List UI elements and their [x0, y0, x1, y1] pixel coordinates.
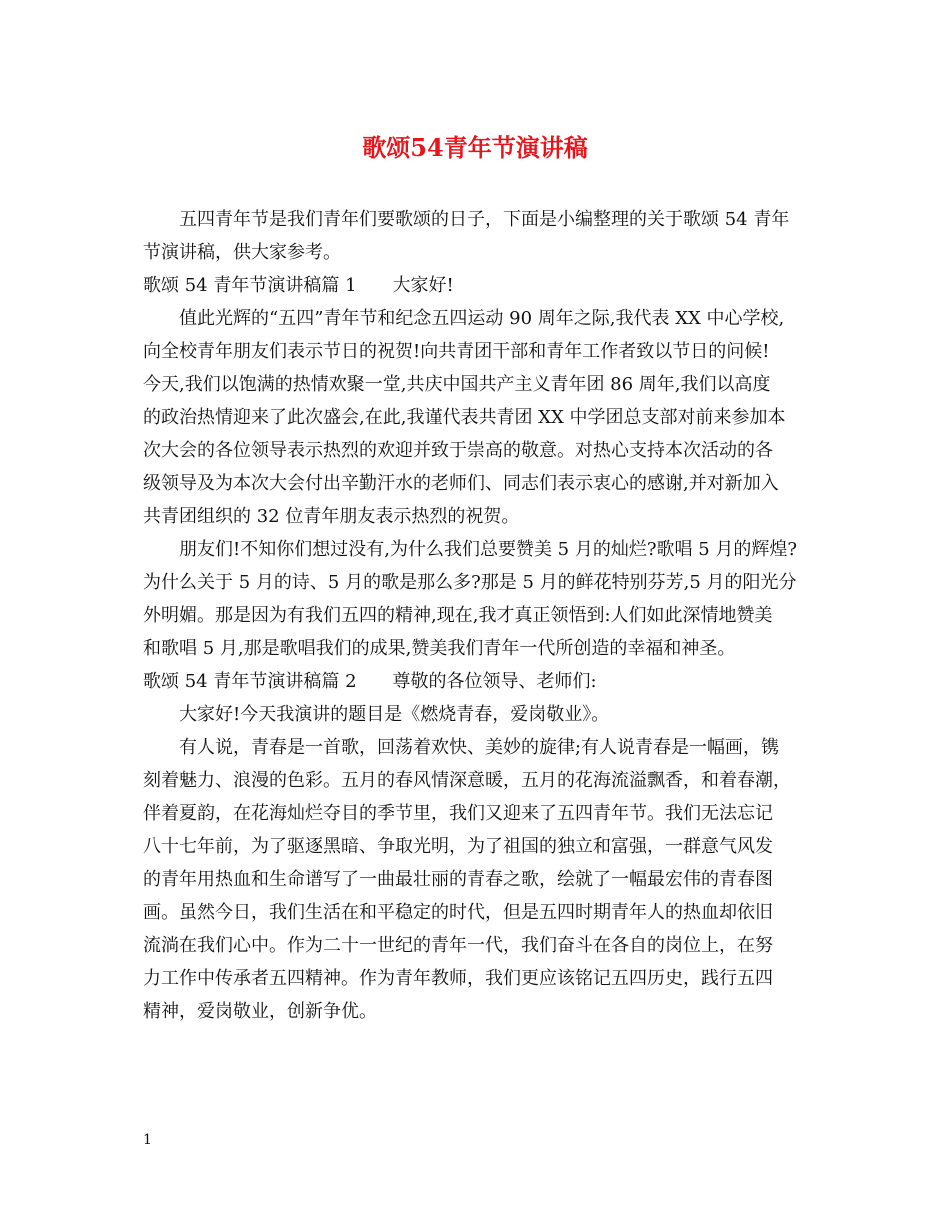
text-line: 次大会的各位领导表示热烈的欢迎并致于崇高的敬意。对热心支持本次活动的各 — [143, 440, 773, 461]
text-line: 大家好!今天我演讲的题目是《燃烧青春，爱岗敬业》。 — [179, 704, 610, 725]
text-line: 五四青年节是我们青年们要歌颂的日子，下面是小编整理的关于歌颂 54 青年 — [179, 209, 790, 230]
text-line: 向全校青年朋友们表示节日的祝贺!向共青团干部和青年工作者致以节日的问候! — [143, 341, 770, 362]
text-line: 精神，爱岗敬业，创新争优。 — [143, 1001, 377, 1022]
text-line: 画。虽然今日，我们生活在和平稳定的时代，但是五四时期青年人的热血却依旧 — [143, 902, 773, 923]
text-line: 流淌在我们心中。作为二十一世纪的青年一代，我们奋斗在各自的岗位上，在努 — [143, 935, 773, 956]
text-line: 有人说，青春是一首歌，回荡着欢快、美妙的旋律;有人说青春是一幅画，镌 — [179, 737, 780, 758]
document-body — [143, 203, 823, 1028]
text-line: 伴着夏韵，在花海灿烂夺目的季节里，我们又迎来了五四青年节。我们无法忘记 — [143, 803, 773, 824]
text-line: 八十七年前，为了驱逐黑暗、争取光明，为了祖国的独立和富强，一群意气风发 — [143, 836, 773, 857]
text-line: 今天,我们以饱满的热情欢聚一堂,共庆中国共产主义青年团 86 周年,我们以高度 — [143, 374, 771, 395]
text-line: 的政治热情迎来了此次盛会,在此,我谨代表共青团 XX 中学团总支部对前来参加本 — [143, 407, 786, 428]
section-heading: 歌颂 54 青年节演讲稿篇 1 大家好! — [143, 275, 454, 296]
text-line: 刻着魅力、浪漫的色彩。五月的春风情深意暖，五月的花海流溢飘香，和着春潮， — [143, 770, 791, 791]
text-line: 值此光辉的“五四”青年节和纪念五四运动 90 周年之际,我代表 XX 中心学校, — [179, 308, 785, 329]
text-line: 朋友们!不知你们想过没有,为什么我们总要赞美 5 月的灿烂?歌唱 5 月的辉煌? — [179, 539, 798, 560]
text-line: 和歌唱 5 月,那是歌唱我们的成果,赞美我们青年一代所创造的幸福和神圣。 — [143, 638, 736, 659]
text-line: 共青团组织的 32 位青年朋友表示热烈的祝贺。 — [143, 506, 520, 527]
text-line: 为什么关于 5 月的诗、5 月的歌是那么多?那是 5 月的鲜花特别芬芳,5 月的阳光分 — [143, 572, 797, 593]
text-line: 的青年用热血和生命谱写了一曲最壮丽的青春之歌，绘就了一幅最宏伟的青春图 — [143, 869, 773, 890]
page-number: 1 — [143, 1132, 152, 1148]
document-title: 歌颂54青年节演讲稿 — [362, 133, 588, 162]
section-heading: 歌颂 54 青年节演讲稿篇 2 尊敬的各位领导、老师们: — [143, 671, 597, 692]
text-line: 力工作中传承者五四精神。作为青年教师，我们更应该铭记五四历史，践行五四 — [143, 968, 773, 989]
text-line: 级领导及为本次大会付出辛勤汗水的老师们、同志们表示衷心的感谢,并对新加入 — [143, 473, 779, 494]
text-line: 外明媚。那是因为有我们五四的精神,现在,我才真正领悟到:人们如此深情地赞美 — [143, 605, 773, 626]
text-line: 节演讲稿，供大家参考。 — [143, 242, 341, 263]
